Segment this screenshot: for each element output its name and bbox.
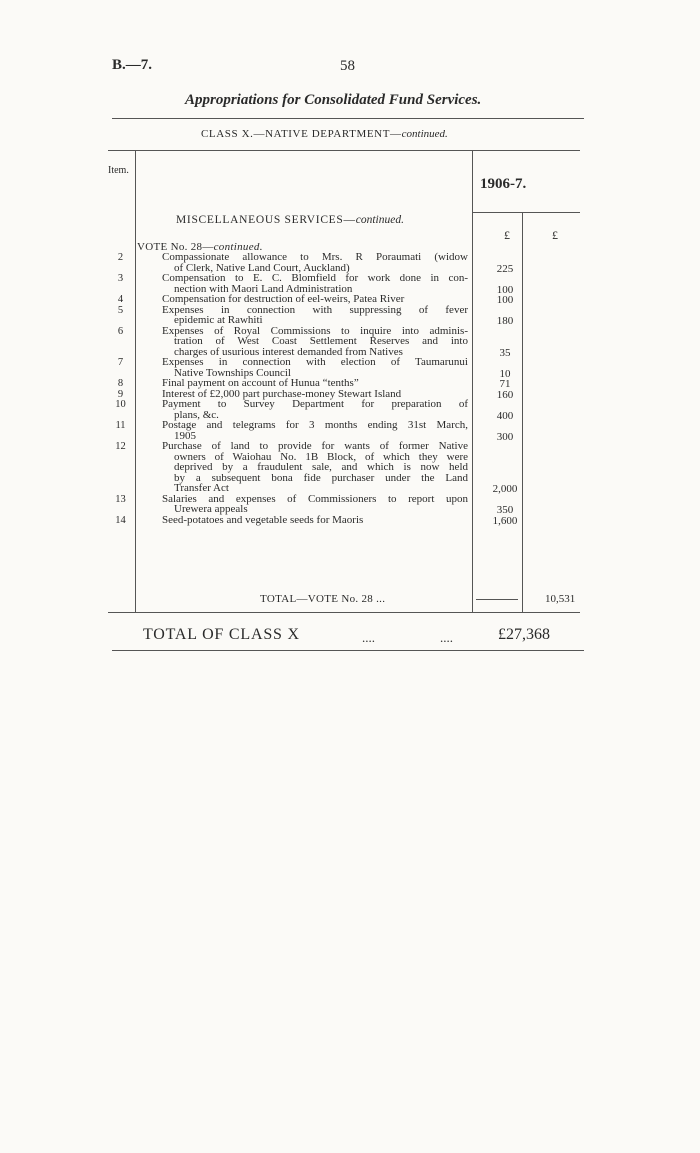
item-description-line: Seed-potatoes and vegetable seeds for Maoris bbox=[162, 513, 364, 526]
item-description bbox=[162, 252, 468, 273]
item-amount: 350 bbox=[496, 504, 514, 516]
item-amount: 35 bbox=[499, 346, 511, 359]
item-description bbox=[162, 399, 468, 420]
item-description-line: by a subsequent bona fide purchaser under the Land bbox=[174, 471, 468, 484]
item-number: 6 bbox=[117, 325, 124, 337]
item-description bbox=[162, 420, 468, 441]
class-total-leader-1: .... bbox=[362, 630, 375, 645]
section-heading: MISCELLANEOUS SERVICES—continued. bbox=[176, 214, 404, 226]
item-number: 4 bbox=[117, 294, 124, 305]
item-amount: 100 bbox=[496, 294, 514, 306]
item-description-line: plans, &c. bbox=[174, 408, 219, 421]
class-heading: CLASS X.—NATIVE DEPARTMENT—continued. bbox=[201, 128, 448, 140]
item-amount: 180 bbox=[496, 315, 514, 327]
item-amount: 300 bbox=[496, 430, 514, 443]
item-description-line: deprived by a fraudulent sale, and which is now held bbox=[174, 461, 468, 473]
item-description-line: Final payment on account of Hunua “tenths” bbox=[162, 377, 359, 389]
item-description-line: tration of West Coast Settlement Reserves and into bbox=[174, 335, 468, 347]
pound-symbol-items: £ bbox=[504, 228, 510, 242]
item-description-line: Compensation to E. C. Blomfield for work done in con- bbox=[162, 272, 468, 284]
item-description-line: 1905 bbox=[174, 429, 196, 442]
item-number: 3 bbox=[117, 273, 124, 284]
item-number: 13 bbox=[115, 493, 126, 505]
item-description-line: Urewera appeals bbox=[174, 503, 248, 515]
item-description-line: of Clerk, Native Land Court, Auckland) bbox=[174, 261, 350, 274]
item-number: 12 bbox=[115, 441, 126, 452]
item-description-line: Interest of £2,000 part purchase-money Stewart Island bbox=[162, 387, 402, 400]
table-top-rule bbox=[108, 150, 580, 151]
class-total-rule bbox=[112, 650, 584, 651]
item-description-line: Native Townships Council bbox=[174, 366, 291, 379]
item-description bbox=[162, 326, 468, 358]
item-amount: 400 bbox=[496, 409, 514, 422]
item-description-line: Compensation for destruction of eel-weirs, Patea River bbox=[162, 293, 405, 305]
item-column-header: Item. bbox=[108, 165, 129, 176]
item-description-line: Salaries and expenses of Commissioners to report upon bbox=[162, 492, 468, 505]
item-number: 10 bbox=[115, 399, 126, 410]
title-rule bbox=[112, 118, 584, 119]
class-total-label: TOTAL OF CLASS X bbox=[143, 626, 300, 643]
item-description-line: charges of usurious interest demanded from Natives bbox=[174, 345, 403, 358]
item-description-line: epidemic at Rawhiti bbox=[174, 314, 263, 326]
item-description-line: Postage and telegrams for 3 months ending 31st March, bbox=[162, 419, 468, 431]
document-reference: B.—7. bbox=[112, 57, 153, 73]
item-number: 7 bbox=[117, 357, 124, 368]
pound-symbol-total: £ bbox=[552, 228, 558, 242]
amount-column-divider bbox=[472, 150, 473, 612]
item-number: 8 bbox=[117, 378, 124, 389]
item-column-divider bbox=[135, 150, 136, 612]
item-description bbox=[162, 441, 468, 494]
item-number: 2 bbox=[117, 252, 124, 263]
item-description-line: Purchase of land to provide for wants of former Native bbox=[162, 440, 468, 452]
item-description bbox=[162, 515, 468, 526]
item-amount: 160 bbox=[496, 388, 514, 401]
item-description-line: Expenses in connection with election of Taumarunui bbox=[162, 356, 468, 368]
item-description-line: Expenses of Royal Commissions to inquire into adminis- bbox=[162, 324, 468, 337]
item-description bbox=[162, 305, 468, 326]
item-description bbox=[162, 357, 468, 378]
item-amount: 100 bbox=[496, 283, 514, 296]
item-amount: 1,600 bbox=[492, 514, 518, 527]
item-amount: 2,000 bbox=[492, 483, 518, 495]
item-number: 5 bbox=[117, 304, 124, 316]
vote-total-dash bbox=[476, 599, 518, 600]
item-description-line: nection with Maori Land Administration bbox=[174, 282, 353, 295]
item-number: 11 bbox=[115, 420, 126, 431]
vote-total-amount: 10,531 bbox=[545, 593, 576, 605]
year-header: 1906-7. bbox=[480, 176, 527, 192]
item-description bbox=[162, 273, 468, 294]
item-number: 14 bbox=[115, 514, 126, 526]
item-amount: 10 bbox=[499, 367, 511, 380]
item-description-line: Compassionate allowance to Mrs. R Poraumati (widow bbox=[162, 251, 468, 263]
item-amount: 71 bbox=[499, 378, 511, 390]
item-description bbox=[162, 494, 468, 515]
item-amount: 225 bbox=[496, 262, 514, 275]
class-total-amount: £27,368 bbox=[498, 626, 550, 643]
item-description-line: owners of Waiohau No. 1B Block, of which they were bbox=[174, 450, 468, 463]
page-title: Appropriations for Consolidated Fund Services. bbox=[185, 92, 482, 108]
vote-heading: VOTE No. 28—continued. bbox=[137, 241, 263, 253]
table-bottom-rule bbox=[108, 612, 580, 613]
item-description bbox=[162, 378, 468, 389]
item-description-line: Transfer Act bbox=[174, 482, 229, 494]
item-description-line: Expenses in connection with suppressing of fever bbox=[162, 303, 468, 316]
item-description bbox=[162, 294, 468, 305]
vote-total-label: TOTAL—VOTE No. 28 ... bbox=[260, 593, 386, 605]
year-rule bbox=[472, 212, 580, 213]
page-number: 58 bbox=[340, 58, 355, 74]
item-description-line: Payment to Survey Department for preparation of bbox=[162, 398, 468, 410]
class-total-leader-2: .... bbox=[440, 630, 453, 645]
item-number: 9 bbox=[117, 388, 124, 400]
